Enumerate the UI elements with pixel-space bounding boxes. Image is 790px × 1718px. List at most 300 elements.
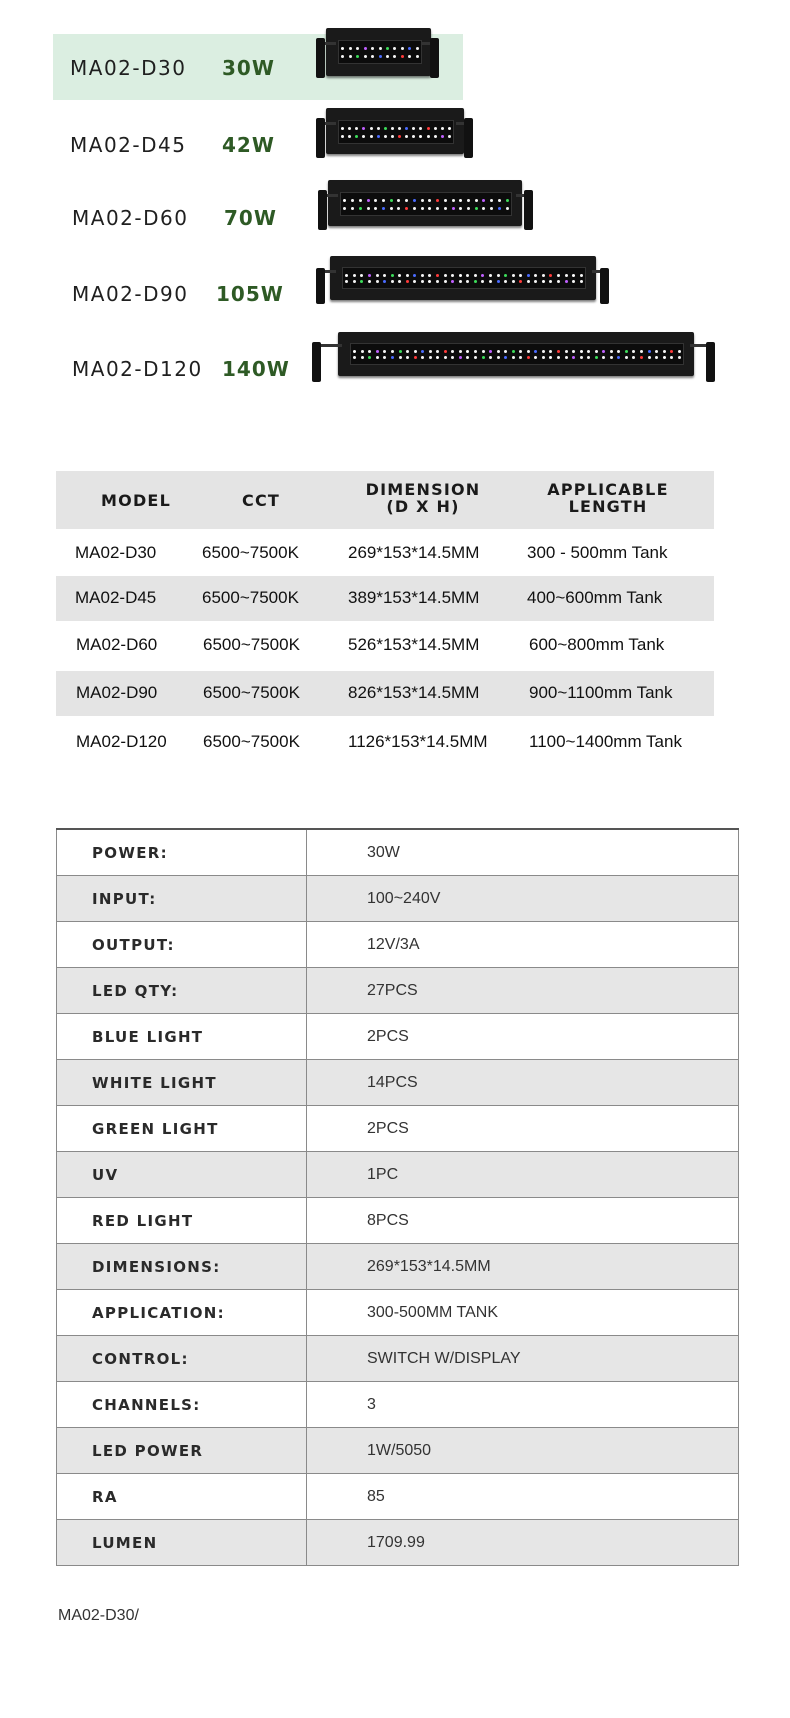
led-dot bbox=[405, 207, 408, 210]
led-dot bbox=[504, 274, 507, 277]
spec-label: CHANNELS: bbox=[57, 1382, 307, 1428]
led-dot bbox=[617, 356, 620, 359]
model-wattage: 140W bbox=[222, 357, 290, 381]
led-dot bbox=[383, 350, 386, 353]
led-dot bbox=[506, 199, 509, 202]
led-dot bbox=[497, 274, 500, 277]
spec-row bbox=[57, 1290, 739, 1336]
led-dot bbox=[398, 135, 401, 138]
led-dot bbox=[374, 199, 377, 202]
led-dot bbox=[341, 47, 344, 50]
led-dot bbox=[427, 135, 430, 138]
led-dot bbox=[368, 274, 371, 277]
led-dot bbox=[377, 135, 380, 138]
spec-value: 100~240V bbox=[307, 876, 739, 922]
led-dot bbox=[527, 350, 530, 353]
led-dot bbox=[413, 280, 416, 283]
led-dot bbox=[610, 350, 613, 353]
led-dot bbox=[527, 280, 530, 283]
cell-cct: 6500~7500K bbox=[203, 683, 300, 702]
led-dot bbox=[368, 356, 371, 359]
led-dot bbox=[512, 356, 515, 359]
model-name: MA02-D30 bbox=[70, 56, 187, 80]
cell-model: MA02-D120 bbox=[76, 732, 167, 751]
spec-value: 1709.99 bbox=[307, 1520, 739, 1566]
spec-value: 30W bbox=[307, 829, 739, 876]
led-dot bbox=[353, 280, 356, 283]
led-dot bbox=[542, 274, 545, 277]
led-dot bbox=[497, 280, 500, 283]
led-dot bbox=[678, 350, 681, 353]
led-dot bbox=[406, 280, 409, 283]
led-dot bbox=[565, 356, 568, 359]
led-dot bbox=[405, 127, 408, 130]
led-dot bbox=[343, 207, 346, 210]
led-dot bbox=[565, 280, 568, 283]
model-row-d90 bbox=[0, 254, 790, 320]
led-dot bbox=[572, 274, 575, 277]
led-dot bbox=[534, 280, 537, 283]
led-dot bbox=[512, 350, 515, 353]
spec-label: LED QTY: bbox=[57, 968, 307, 1014]
spec-label: GREEN LIGHT bbox=[57, 1106, 307, 1152]
model-row-d30 bbox=[0, 34, 790, 100]
led-dot bbox=[421, 350, 424, 353]
led-dot bbox=[406, 350, 409, 353]
led-dot bbox=[408, 55, 411, 58]
led-dot bbox=[527, 356, 530, 359]
comparison-table-header bbox=[56, 471, 714, 529]
led-dot bbox=[489, 356, 492, 359]
led-dot bbox=[474, 274, 477, 277]
led-dot bbox=[436, 207, 439, 210]
cell-model: MA02-D60 bbox=[76, 635, 158, 654]
led-dot bbox=[678, 356, 681, 359]
model-name: MA02-D45 bbox=[70, 133, 187, 157]
led-dot bbox=[482, 356, 485, 359]
led-dot bbox=[405, 199, 408, 202]
model-row-d60 bbox=[0, 178, 790, 244]
led-dot bbox=[406, 274, 409, 277]
led-dot bbox=[542, 280, 545, 283]
led-dot bbox=[421, 280, 424, 283]
cell-dimension: 1126*153*14.5MM bbox=[348, 732, 488, 751]
led-dot bbox=[466, 280, 469, 283]
led-dot bbox=[356, 55, 359, 58]
spec-value: 12V/3A bbox=[307, 922, 739, 968]
table-row bbox=[56, 576, 714, 621]
model-wattage: 42W bbox=[222, 133, 275, 157]
led-dot bbox=[353, 356, 356, 359]
led-dot bbox=[565, 274, 568, 277]
table-row bbox=[56, 720, 714, 765]
spec-label: LUMEN bbox=[57, 1520, 307, 1566]
led-dot bbox=[565, 350, 568, 353]
led-dot bbox=[482, 207, 485, 210]
spec-value: 27PCS bbox=[307, 968, 739, 1014]
led-dot bbox=[367, 199, 370, 202]
led-dot bbox=[481, 280, 484, 283]
led-dot bbox=[602, 350, 605, 353]
led-dot bbox=[595, 356, 598, 359]
led-dot bbox=[519, 356, 522, 359]
led-dot bbox=[498, 207, 501, 210]
cell-cct: 6500~7500K bbox=[202, 543, 299, 562]
led-dot bbox=[355, 135, 358, 138]
led-dot bbox=[655, 350, 658, 353]
led-dot bbox=[370, 135, 373, 138]
led-dot bbox=[382, 199, 385, 202]
led-dot bbox=[428, 199, 431, 202]
led-dot bbox=[390, 207, 393, 210]
led-dot bbox=[353, 350, 356, 353]
led-dot bbox=[587, 356, 590, 359]
model-name: MA02-D60 bbox=[72, 206, 189, 230]
led-dot bbox=[386, 55, 389, 58]
led-dot bbox=[549, 356, 552, 359]
led-dot bbox=[391, 350, 394, 353]
led-dot bbox=[587, 350, 590, 353]
led-dot bbox=[412, 127, 415, 130]
led-dot bbox=[580, 274, 583, 277]
led-dot bbox=[368, 350, 371, 353]
led-dot bbox=[391, 127, 394, 130]
led-dot bbox=[398, 280, 401, 283]
led-dot bbox=[408, 47, 411, 50]
spec-label: RA bbox=[57, 1474, 307, 1520]
spec-label: CONTROL: bbox=[57, 1336, 307, 1382]
cell-dimension: 526*153*14.5MM bbox=[348, 635, 480, 654]
led-dot bbox=[341, 127, 344, 130]
spec-value: 3 bbox=[307, 1382, 739, 1428]
model-name: MA02-D90 bbox=[72, 282, 189, 306]
spec-label: APPLICATION: bbox=[57, 1290, 307, 1336]
led-dot bbox=[428, 207, 431, 210]
led-dot bbox=[427, 127, 430, 130]
led-dot bbox=[504, 280, 507, 283]
led-dot bbox=[376, 280, 379, 283]
led-dot bbox=[534, 356, 537, 359]
led-dot bbox=[610, 356, 613, 359]
cell-length: 300 - 500mm Tank bbox=[527, 543, 668, 562]
led-dot bbox=[489, 280, 492, 283]
led-dot bbox=[459, 199, 462, 202]
led-dot bbox=[640, 350, 643, 353]
led-dot bbox=[386, 47, 389, 50]
led-dot bbox=[384, 127, 387, 130]
header-cct: CCT bbox=[242, 491, 280, 510]
led-dot bbox=[399, 356, 402, 359]
led-dot bbox=[436, 350, 439, 353]
led-dot bbox=[448, 127, 451, 130]
spec-row bbox=[57, 829, 739, 876]
led-dot bbox=[419, 127, 422, 130]
spec-value: 2PCS bbox=[307, 1106, 739, 1152]
led-dot bbox=[436, 280, 439, 283]
led-dot bbox=[391, 135, 394, 138]
led-dot bbox=[549, 274, 552, 277]
led-dot bbox=[360, 280, 363, 283]
cell-length: 1100~1400mm Tank bbox=[529, 732, 682, 751]
header-model: MODEL bbox=[101, 491, 171, 510]
led-dot bbox=[361, 356, 364, 359]
spec-value: 2PCS bbox=[307, 1014, 739, 1060]
spec-row bbox=[57, 1474, 739, 1520]
led-dot bbox=[648, 350, 651, 353]
specification-table bbox=[56, 828, 739, 1566]
led-dot bbox=[406, 356, 409, 359]
light-fixture-image bbox=[318, 180, 536, 238]
spec-value: 1W/5050 bbox=[307, 1428, 739, 1474]
led-dot bbox=[452, 199, 455, 202]
led-dot bbox=[421, 199, 424, 202]
led-dot bbox=[467, 207, 470, 210]
led-dot bbox=[434, 135, 437, 138]
led-dot bbox=[391, 280, 394, 283]
spec-label: INPUT: bbox=[57, 876, 307, 922]
led-dot bbox=[436, 274, 439, 277]
led-dot bbox=[414, 350, 417, 353]
led-dot bbox=[504, 350, 507, 353]
spec-label: WHITE LIGHT bbox=[57, 1060, 307, 1106]
led-dot bbox=[557, 356, 560, 359]
led-dot bbox=[451, 280, 454, 283]
led-dot bbox=[474, 350, 477, 353]
table-row bbox=[56, 531, 714, 576]
led-dot bbox=[362, 135, 365, 138]
led-dot bbox=[542, 350, 545, 353]
cell-cct: 6500~7500K bbox=[202, 588, 299, 607]
spec-label: DIMENSIONS: bbox=[57, 1244, 307, 1290]
led-dot bbox=[376, 356, 379, 359]
light-fixture-image bbox=[316, 108, 476, 166]
led-dot bbox=[441, 135, 444, 138]
led-dot bbox=[397, 207, 400, 210]
led-dot bbox=[489, 274, 492, 277]
led-dot bbox=[416, 47, 419, 50]
spec-value: 14PCS bbox=[307, 1060, 739, 1106]
led-dot bbox=[383, 274, 386, 277]
led-dot bbox=[401, 47, 404, 50]
cell-cct: 6500~7500K bbox=[203, 635, 300, 654]
led-dot bbox=[341, 135, 344, 138]
led-dot bbox=[625, 350, 628, 353]
spec-value: SWITCH W/DISPLAY bbox=[307, 1336, 739, 1382]
led-dot bbox=[444, 207, 447, 210]
led-dot bbox=[398, 274, 401, 277]
led-dot bbox=[405, 135, 408, 138]
led-dot bbox=[580, 350, 583, 353]
led-dot bbox=[368, 280, 371, 283]
led-dot bbox=[475, 207, 478, 210]
led-dot bbox=[490, 199, 493, 202]
led-dot bbox=[362, 127, 365, 130]
led-dot bbox=[466, 350, 469, 353]
led-dot bbox=[670, 350, 673, 353]
led-dot bbox=[557, 350, 560, 353]
led-dot bbox=[434, 127, 437, 130]
led-dot bbox=[413, 274, 416, 277]
led-dot bbox=[534, 274, 537, 277]
led-dot bbox=[383, 280, 386, 283]
led-dot bbox=[364, 55, 367, 58]
led-dot bbox=[482, 350, 485, 353]
led-dot bbox=[549, 280, 552, 283]
led-dot bbox=[413, 207, 416, 210]
led-dot bbox=[355, 127, 358, 130]
led-dot bbox=[398, 127, 401, 130]
led-dot bbox=[506, 207, 509, 210]
led-dot bbox=[374, 207, 377, 210]
header-dimension bbox=[350, 481, 496, 515]
led-dot bbox=[384, 135, 387, 138]
led-dot bbox=[504, 356, 507, 359]
header-dimension-line2: (D X H) bbox=[386, 497, 460, 516]
spec-value: 300-500MM TANK bbox=[307, 1290, 739, 1336]
led-dot bbox=[519, 280, 522, 283]
led-dot bbox=[428, 274, 431, 277]
led-dot bbox=[441, 127, 444, 130]
led-dot bbox=[371, 47, 374, 50]
led-dot bbox=[421, 274, 424, 277]
led-dot bbox=[376, 350, 379, 353]
led-dot bbox=[663, 356, 666, 359]
spec-row bbox=[57, 922, 739, 968]
spec-value: 1PC bbox=[307, 1152, 739, 1198]
led-dot bbox=[451, 274, 454, 277]
led-dot bbox=[343, 199, 346, 202]
led-dot bbox=[351, 207, 354, 210]
footer-caption: MA02-D30/ bbox=[58, 1607, 139, 1624]
led-dot bbox=[349, 55, 352, 58]
model-wattage: 30W bbox=[222, 56, 275, 80]
led-dot bbox=[348, 127, 351, 130]
led-dot bbox=[379, 47, 382, 50]
spec-value: 85 bbox=[307, 1474, 739, 1520]
spec-label: POWER: bbox=[57, 829, 307, 876]
led-dot bbox=[370, 127, 373, 130]
led-dot bbox=[383, 356, 386, 359]
led-dot bbox=[421, 207, 424, 210]
led-dot bbox=[557, 280, 560, 283]
cell-length: 400~600mm Tank bbox=[527, 588, 663, 607]
led-dot bbox=[419, 135, 422, 138]
led-dot bbox=[475, 199, 478, 202]
led-dot bbox=[670, 356, 673, 359]
led-dot bbox=[397, 199, 400, 202]
spec-row bbox=[57, 1014, 739, 1060]
led-dot bbox=[655, 356, 658, 359]
cell-model: MA02-D30 bbox=[75, 543, 157, 562]
led-dot bbox=[519, 274, 522, 277]
led-dot bbox=[452, 207, 455, 210]
led-dot bbox=[421, 356, 424, 359]
led-dot bbox=[498, 199, 501, 202]
header-dimension-line1: DIMENSION bbox=[365, 480, 481, 499]
led-dot bbox=[444, 280, 447, 283]
led-dot bbox=[519, 350, 522, 353]
led-dot bbox=[497, 356, 500, 359]
led-dot bbox=[341, 55, 344, 58]
led-dot bbox=[448, 135, 451, 138]
led-dot bbox=[617, 350, 620, 353]
led-dot bbox=[356, 47, 359, 50]
led-dot bbox=[393, 47, 396, 50]
led-dot bbox=[376, 274, 379, 277]
spec-row bbox=[57, 1336, 739, 1382]
cell-dimension: 826*153*14.5MM bbox=[348, 683, 480, 702]
led-dot bbox=[489, 350, 492, 353]
header-length-line1: APPLICABLE bbox=[547, 480, 669, 499]
model-name: MA02-D120 bbox=[72, 357, 203, 381]
led-dot bbox=[367, 207, 370, 210]
spec-row bbox=[57, 1382, 739, 1428]
spec-row bbox=[57, 968, 739, 1014]
led-dot bbox=[361, 350, 364, 353]
led-dot bbox=[351, 199, 354, 202]
led-dot bbox=[364, 47, 367, 50]
led-dot bbox=[474, 280, 477, 283]
light-fixture-image bbox=[316, 256, 612, 314]
led-dot bbox=[497, 350, 500, 353]
led-dot bbox=[527, 274, 530, 277]
model-row-d120 bbox=[0, 328, 790, 394]
spec-row bbox=[57, 876, 739, 922]
led-dot bbox=[390, 199, 393, 202]
led-dot bbox=[572, 356, 575, 359]
led-dot bbox=[349, 47, 352, 50]
spec-row bbox=[57, 1428, 739, 1474]
led-dot bbox=[429, 350, 432, 353]
led-dot bbox=[371, 55, 374, 58]
led-dot bbox=[444, 356, 447, 359]
spec-label: BLUE LIGHT bbox=[57, 1014, 307, 1060]
spec-value: 8PCS bbox=[307, 1198, 739, 1244]
led-dot bbox=[640, 356, 643, 359]
led-dot bbox=[359, 199, 362, 202]
led-dot bbox=[459, 274, 462, 277]
led-dot bbox=[391, 274, 394, 277]
led-dot bbox=[444, 199, 447, 202]
led-dot bbox=[459, 356, 462, 359]
led-dot bbox=[459, 350, 462, 353]
led-dot bbox=[428, 280, 431, 283]
led-dot bbox=[393, 55, 396, 58]
cell-model: MA02-D45 bbox=[75, 588, 157, 607]
cell-dimension: 269*153*14.5MM bbox=[348, 543, 480, 562]
spec-label: UV bbox=[57, 1152, 307, 1198]
led-dot bbox=[557, 274, 560, 277]
spec-value: 269*153*14.5MM bbox=[307, 1244, 739, 1290]
led-dot bbox=[391, 356, 394, 359]
led-dot bbox=[632, 356, 635, 359]
led-dot bbox=[459, 207, 462, 210]
led-dot bbox=[444, 274, 447, 277]
led-dot bbox=[572, 350, 575, 353]
led-dot bbox=[512, 280, 515, 283]
led-dot bbox=[413, 199, 416, 202]
led-dot bbox=[412, 135, 415, 138]
table-row bbox=[56, 623, 714, 668]
spec-row bbox=[57, 1152, 739, 1198]
led-dot bbox=[451, 350, 454, 353]
led-dot bbox=[348, 135, 351, 138]
led-dot bbox=[401, 55, 404, 58]
led-dot bbox=[414, 356, 417, 359]
led-dot bbox=[481, 274, 484, 277]
led-dot bbox=[580, 356, 583, 359]
cell-length: 600~800mm Tank bbox=[529, 635, 665, 654]
